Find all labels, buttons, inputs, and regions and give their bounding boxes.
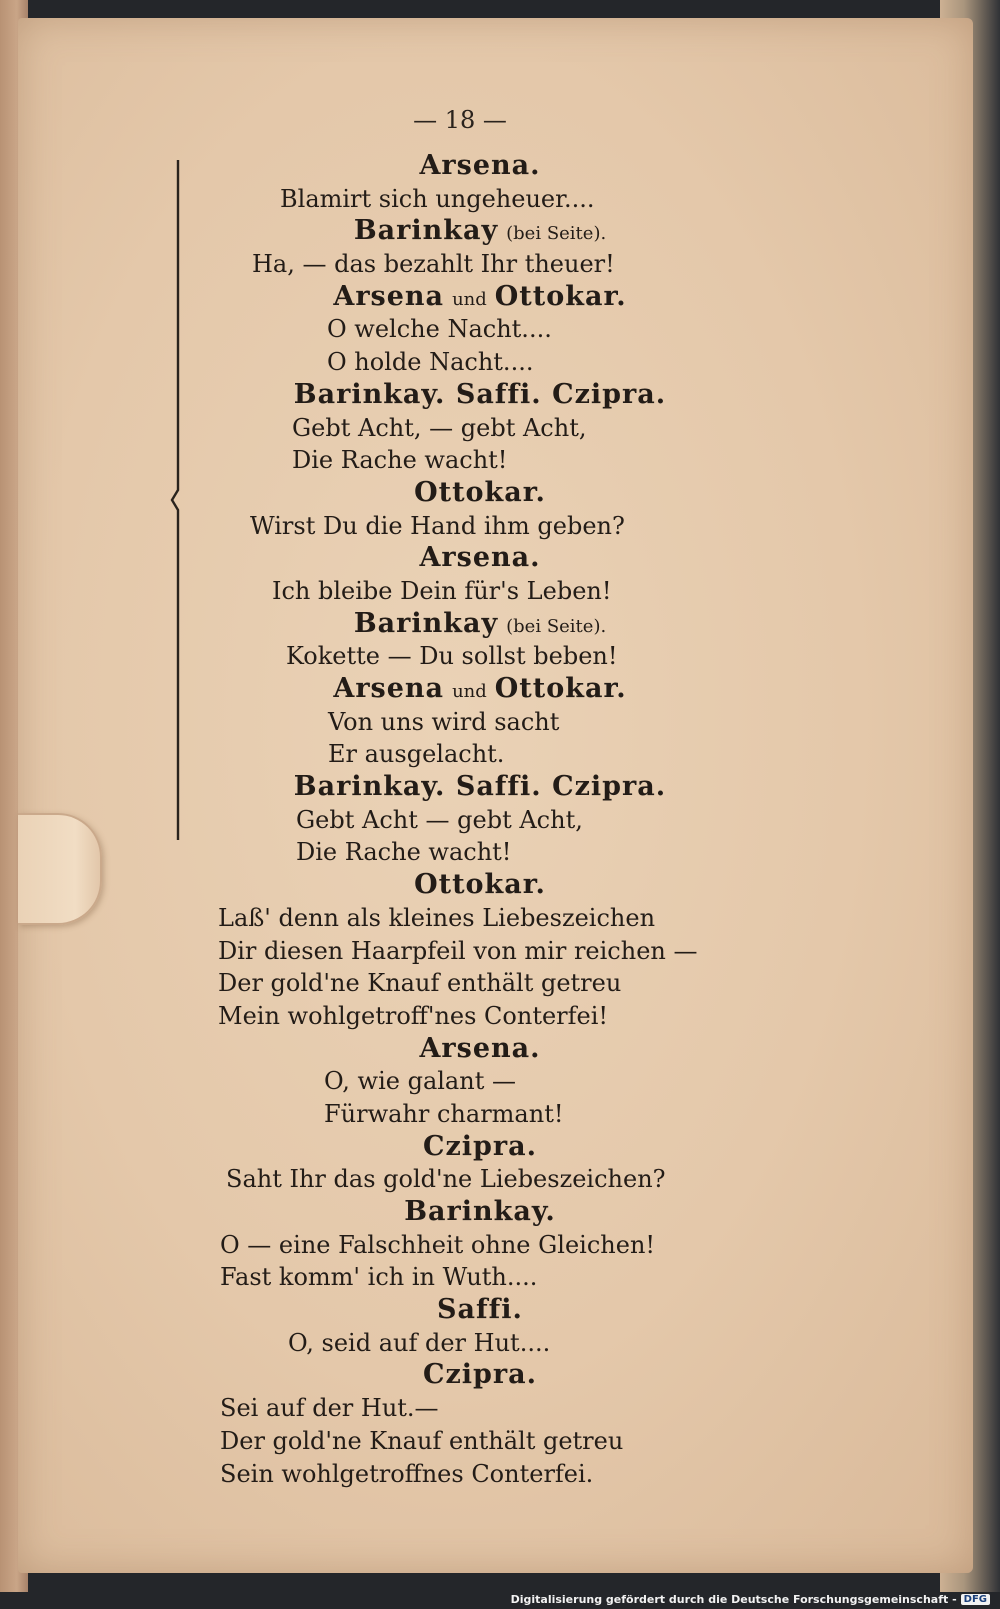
speaker-join: und: [452, 288, 487, 310]
speaker-name: [200, 281, 760, 314]
verse-line: Sein wohlgetroffnes Conterfei.: [220, 1459, 594, 1488]
speaker-label: Barinkay.: [404, 1196, 556, 1227]
verse-line: Gebt Acht, — gebt Acht,: [292, 413, 587, 442]
speaker-label: Barinkay: [353, 607, 499, 639]
speaker-label: Ottokar.: [414, 476, 546, 508]
speaker-label: Saffi.: [437, 1294, 523, 1326]
verse-line: O, seid auf der Hut....: [288, 1328, 551, 1357]
verse-line: Der gold'ne Knauf enthält getreu: [218, 969, 622, 998]
speaker-name: [200, 379, 760, 412]
verse-line: Sei auf der Hut.—: [220, 1394, 439, 1423]
verse-line: Ich bleibe Dein für's Leben!: [272, 576, 612, 605]
verse-line: Die Rache wacht!: [292, 446, 508, 475]
verse-line: O — eine Falschheit ohne Gleichen!: [220, 1230, 656, 1259]
verse-line: Die Rache wacht!: [296, 838, 512, 867]
digitization-credit: [511, 1591, 990, 1607]
speaker-name: [200, 771, 760, 804]
speaker-label: Arsena.: [419, 150, 541, 181]
speaker-name: [200, 1359, 760, 1392]
speaker-name: [200, 542, 760, 575]
speaker-label: Arsena: [333, 280, 445, 312]
verse-line: O holde Nacht....: [327, 348, 534, 377]
speaker-name: [200, 215, 760, 248]
speaker-name: [200, 869, 760, 902]
verse-line: Dir diesen Haarpfeil von mir reichen —: [218, 936, 698, 965]
speaker-label: Barinkay: [353, 215, 499, 247]
speaker-name: [200, 1033, 760, 1066]
stage-direction: (bei Seite).: [506, 223, 607, 245]
speaker-name: [200, 150, 760, 183]
credit-text: Digitalisierung gefördert durch die Deutsche Forschungsgemeinschaft -: [510, 1592, 957, 1606]
dfg-logo: DFG: [961, 1594, 990, 1605]
page-number: — 18 —: [413, 106, 507, 134]
verse-line: Der gold'ne Knauf enthält getreu: [220, 1426, 624, 1455]
verse-line: Saht Ihr das gold'ne Liebeszeichen?: [226, 1165, 666, 1194]
speaker-label: Barinkay. Saffi. Czipra.: [293, 378, 667, 410]
speaker-label: Arsena.: [419, 542, 541, 574]
verse-line: O, wie galant —: [324, 1067, 516, 1096]
speaker-label: Arsena.: [419, 1032, 541, 1064]
stage-direction: (bei Seite).: [506, 615, 607, 637]
speaker-label: Arsena: [333, 673, 445, 704]
speaker-label: Czipra.: [422, 1130, 538, 1162]
verse-line: Fürwahr charmant!: [324, 1099, 564, 1128]
stage-brace: [170, 160, 180, 840]
verse-line: Kokette — Du sollst beben!: [286, 642, 618, 671]
speaker-label: Czipra.: [422, 1359, 538, 1391]
verse-line: Er ausgelacht.: [328, 740, 505, 769]
page-clip-tab: [18, 813, 102, 925]
speaker-name: [200, 1196, 760, 1229]
verse-line: Laß' denn als kleines Liebeszeichen: [218, 903, 656, 932]
verse-line: Gebt Acht — gebt Acht,: [296, 805, 583, 834]
verse-line: Fast komm' ich in Wuth....: [220, 1263, 538, 1292]
verse-line: Blamirt sich ungeheuer....: [280, 184, 595, 213]
libretto-text: [200, 150, 760, 1490]
speaker-name: [200, 673, 760, 706]
speaker-name: [200, 1294, 760, 1327]
speaker-label: Ottokar.: [414, 869, 546, 901]
verse-line: Von uns wird sacht: [328, 707, 560, 736]
speaker-label-second: Ottokar.: [494, 673, 627, 704]
speaker-name: [200, 477, 760, 510]
verse-line: Ha, — das bezahlt Ihr theuer!: [252, 250, 615, 279]
speaker-name: [200, 608, 760, 641]
verse-line: Mein wohlgetroff'nes Conterfei!: [218, 1001, 609, 1030]
speaker-name: [200, 1131, 760, 1164]
speaker-label-second: Ottokar.: [494, 280, 627, 312]
verse-line: Wirst Du die Hand ihm geben?: [250, 511, 625, 540]
speaker-label: Barinkay. Saffi. Czipra.: [293, 771, 667, 803]
verse-line: O welche Nacht....: [327, 315, 552, 344]
speaker-join: und: [452, 681, 487, 702]
